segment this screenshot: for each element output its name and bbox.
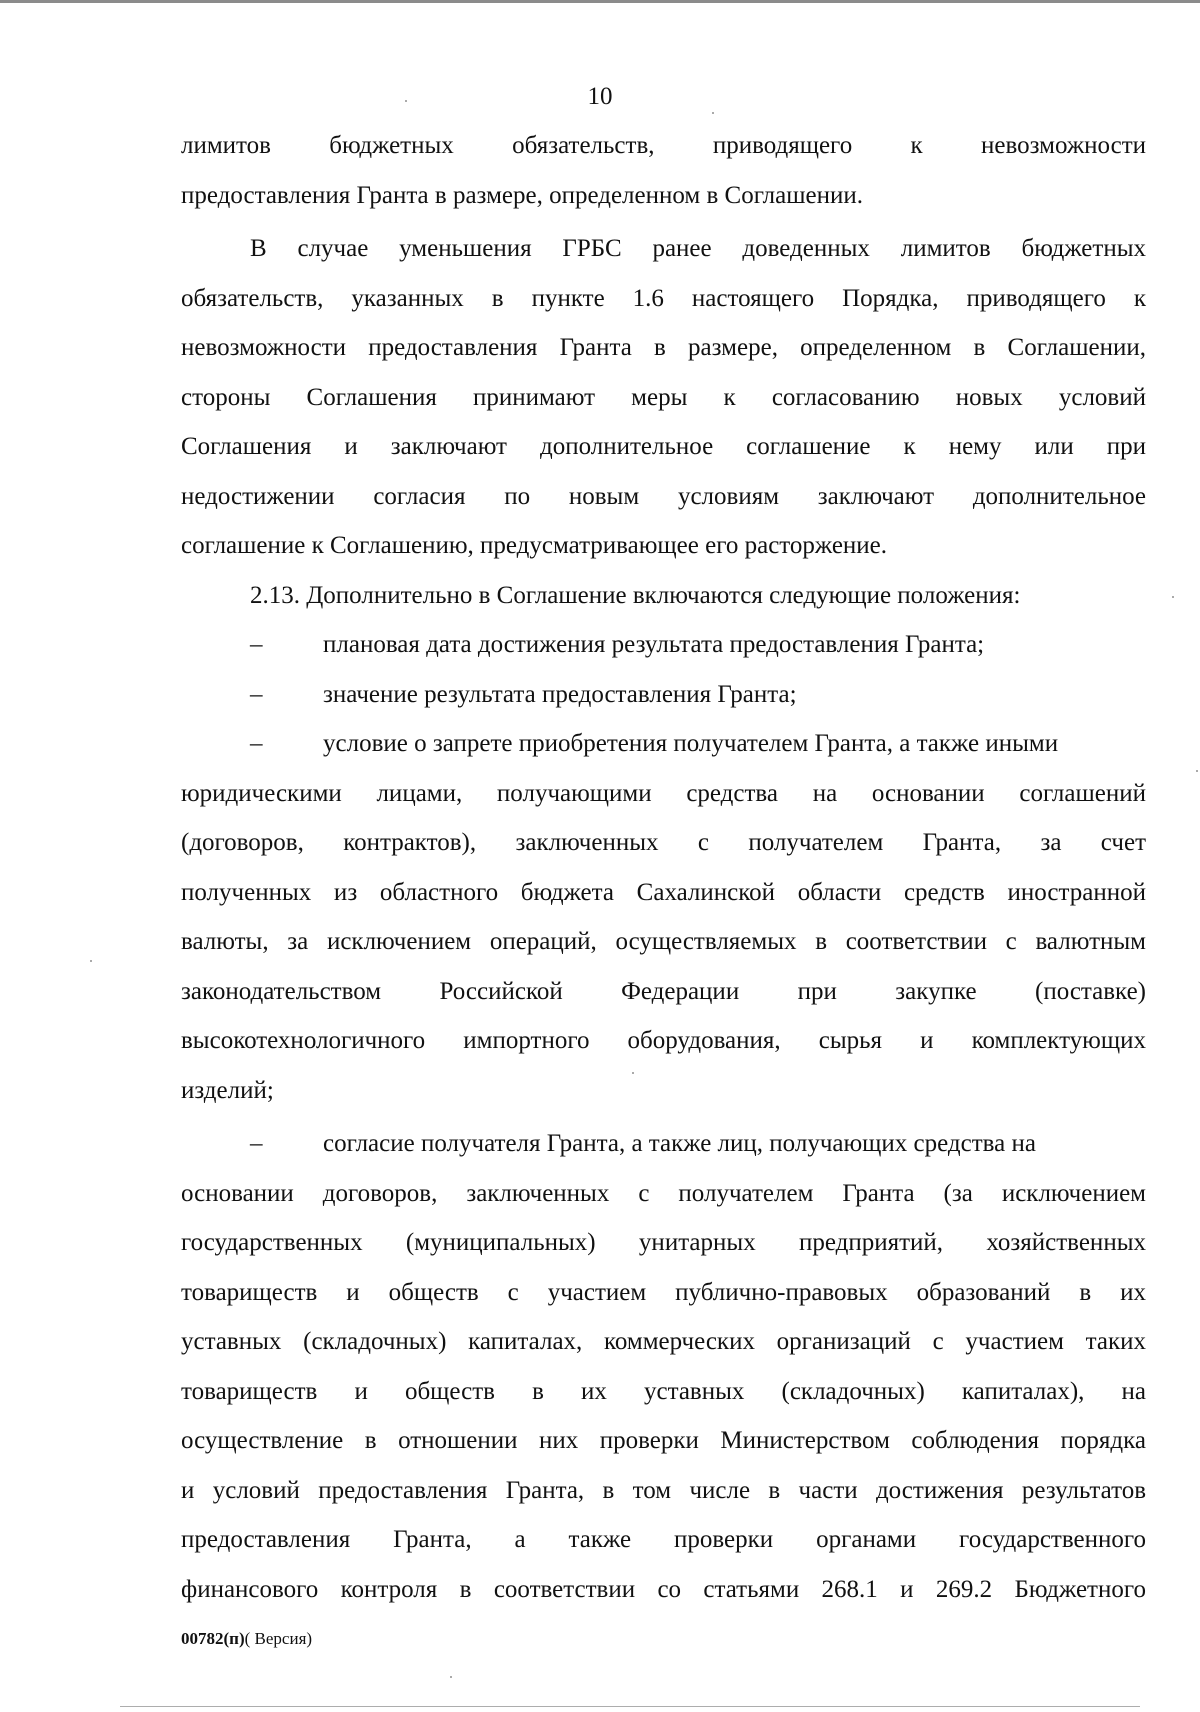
paragraph-line: изделий; bbox=[181, 1076, 274, 1104]
paragraph-line: товариществ и обществ с участием публично-правовых образований в их bbox=[181, 1278, 1146, 1306]
paragraph-line: полученных из областного бюджета Сахалинской области средств иностранной bbox=[181, 878, 1146, 906]
document-footer-code bbox=[181, 1628, 312, 1650]
paragraph-line: предоставления Гранта, а также проверки органами государственного bbox=[181, 1526, 1146, 1553]
paragraph-line: соглашение к Соглашению, предусматривающее его расторжение. bbox=[181, 532, 888, 559]
scan-speck bbox=[90, 960, 92, 962]
dash-bullet: – bbox=[250, 1130, 263, 1157]
paragraph-line: (договоров, контрактов), заключенных с получателем Гранта, за счет bbox=[181, 829, 1146, 856]
paragraph-line: Соглашения и заключают дополнительное соглашение к нему или при bbox=[181, 433, 1146, 460]
list-item bbox=[181, 719, 1146, 769]
list-item bbox=[181, 620, 1146, 670]
page-number: 10 bbox=[587, 83, 613, 110]
list-item-text: плановая дата достижения результата предоставления Гранта; bbox=[323, 631, 985, 658]
scan-speck bbox=[632, 1072, 634, 1074]
paragraph-line: основании договоров, заключенных с получателем Гранта (за исключением bbox=[181, 1179, 1146, 1207]
list-item-text: согласие получателя Гранта, а также лиц, получающих средства на bbox=[323, 1130, 1036, 1157]
paragraph-line: финансового контроля в соответствии со статьями 268.1 и 269.2 Бюджетного bbox=[181, 1575, 1146, 1603]
dash-bullet: – bbox=[250, 730, 263, 757]
paragraph-line: стороны Соглашения принимают меры к согласованию новых условий bbox=[181, 383, 1146, 411]
scan-speck bbox=[712, 112, 714, 114]
paragraph-line: В случае уменьшения ГРБС ранее доведенных лимитов бюджетных bbox=[250, 235, 1146, 262]
paragraph-line: уставных (складочных) капиталах, коммерческих организаций с участием таких bbox=[181, 1328, 1146, 1355]
scan-speck bbox=[1196, 770, 1198, 772]
section-heading-2-13: 2.13. Дополнительно в Соглашение включаются следующие положения: bbox=[250, 581, 1021, 609]
list-item bbox=[181, 670, 1146, 720]
document-body bbox=[181, 121, 1146, 1614]
paragraph-line: валюты, за исключением операций, осуществляемых в соответствии с валютным bbox=[181, 928, 1146, 955]
paragraph-line: товариществ и обществ в их уставных (складочных) капиталах), на bbox=[181, 1377, 1146, 1405]
paragraph-line: невозможности предоставления Гранта в размере, определенном в Соглашении, bbox=[181, 334, 1146, 361]
paragraph-line: законодательством Российской Федерации при закупке (поставке) bbox=[181, 977, 1146, 1005]
paragraph-line: юридическими лицами, получающими средства на основании соглашений bbox=[181, 779, 1146, 807]
paragraph-line: обязательств, указанных в пункте 1.6 настоящего Порядка, приводящего к bbox=[181, 284, 1146, 312]
scan-bottom-edge bbox=[120, 1706, 1140, 1707]
paragraph-line: осуществление в отношении них проверки Министерством соблюдения порядка bbox=[181, 1427, 1146, 1454]
footer-code-version: ( Версия) bbox=[244, 1629, 313, 1648]
paragraph-line: высокотехнологичного импортного оборудования, сырья и комплектующих bbox=[181, 1027, 1146, 1054]
paragraph-line: лимитов бюджетных обязательств, приводящего к невозможности bbox=[181, 132, 1146, 159]
dash-bullet: – bbox=[250, 631, 263, 658]
scan-speck bbox=[1172, 596, 1174, 598]
paragraph-line: государственных (муниципальных) унитарных предприятий, хозяйственных bbox=[181, 1229, 1146, 1256]
list-item bbox=[181, 1119, 1146, 1169]
scan-top-edge bbox=[0, 0, 1200, 3]
paragraph-line: предоставления Гранта в размере, определенном в Соглашении. bbox=[181, 181, 863, 209]
paragraph-line: и условий предоставления Гранта, в том числе в части достижения результатов bbox=[181, 1476, 1146, 1504]
list-item-text: условие о запрете приобретения получателем Гранта, а также иными bbox=[323, 730, 1059, 757]
footer-code-number: 00782(п) bbox=[181, 1629, 245, 1648]
scan-speck bbox=[405, 100, 407, 102]
dash-bullet: – bbox=[250, 680, 263, 708]
scan-speck bbox=[450, 1676, 452, 1678]
paragraph-line: недостижении согласия по новым условиям заключают дополнительное bbox=[181, 482, 1146, 510]
list-item-text: значение результата предоставления Гранта; bbox=[323, 680, 797, 708]
